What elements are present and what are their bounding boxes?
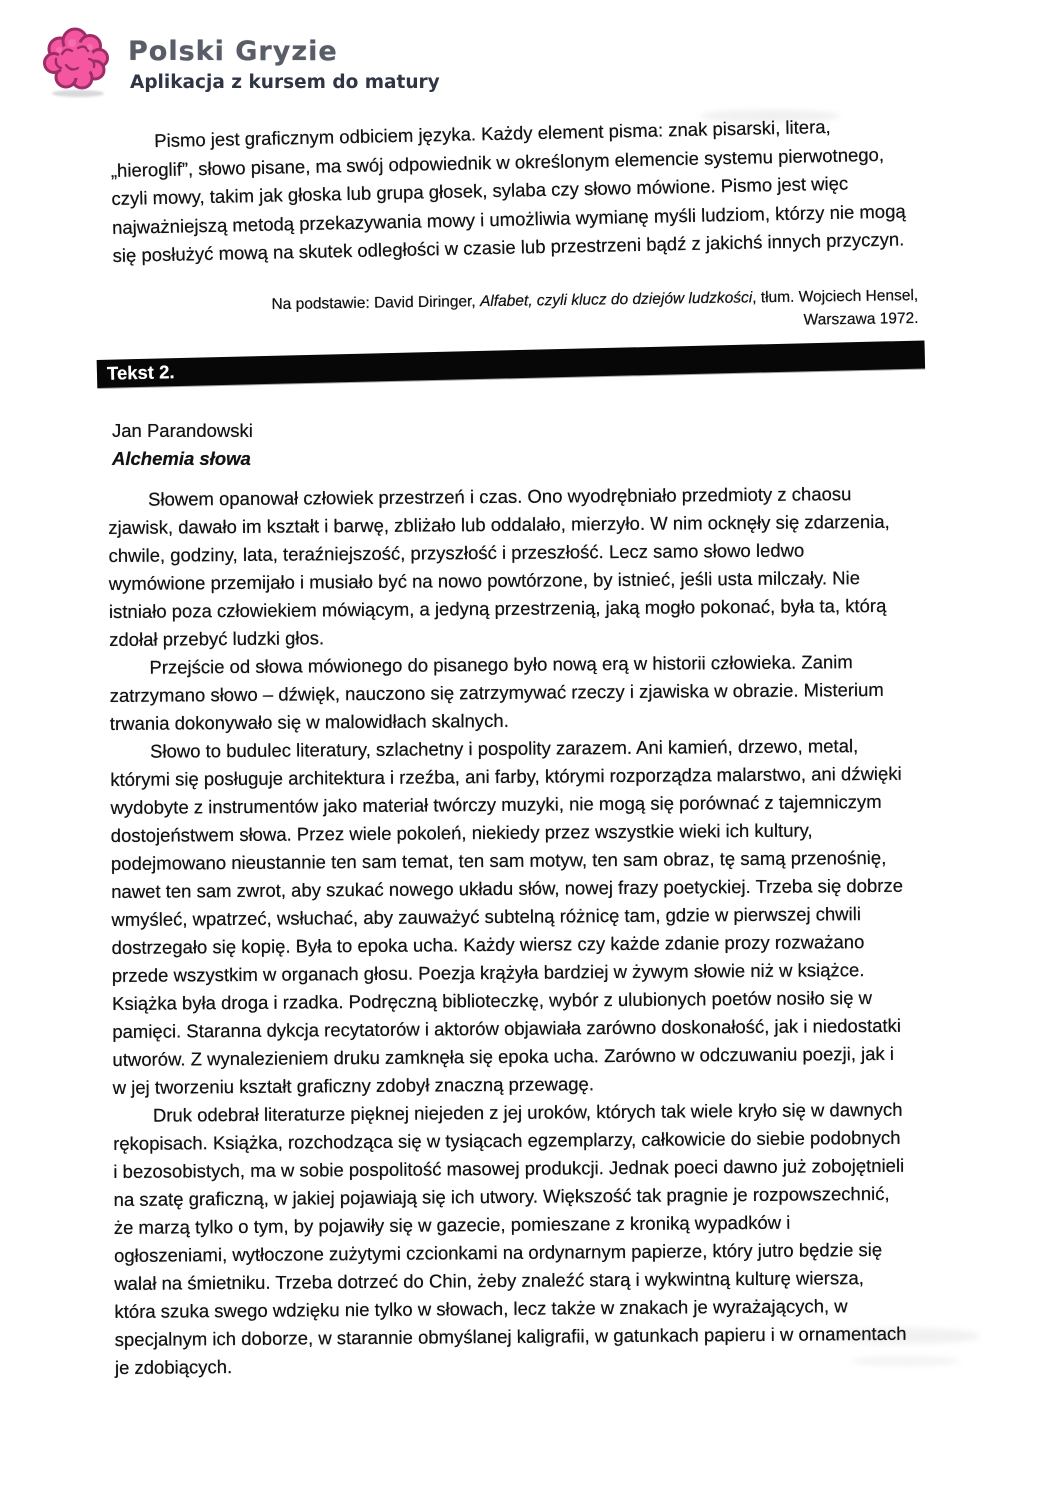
body-paragraph: Druk odebrał literaturze pięknej niejeden z jej uroków, których tak wiele kryło się w dawnych rękopisach. Książka, rozchodząca się w tysiącach egzemplarzy, całkowicie do siebie podobnych i bezosobistych, ma w sobie pospolitość masowej produkcji. Jednak poeci dawno już zobojętnieli na szatę graficzną, w jakiej pojawiają się ich utwory. Większość tak pragnie je rozpowszechnić, że marzą tylko o tym, by pojawiły się w gazecie, pomieszane z kroniką wypadków i ogłoszeniami, wytłoczone zużytymi czcionkami na ordynarnym papierze, który jutro będzie się walał na śmietniku. Trzeba dotrzeć do Chin, żeby znaleźć starą i wykwintną kulturę wiersza, która szuka swego wdzięku nie tylko w słowach, lecz także w znakach je wyrażających, w specjalnym ich doborze, w starannie obmyślanej kaligrafii, w gatunkach papieru i w ornamentach je zdobiących.: [113, 1098, 907, 1378]
section-label: Tekst 2.: [106, 361, 175, 384]
app-subtitle: Aplikacja z kursem do matury: [130, 72, 440, 93]
author-name: Jan Parandowski: [112, 420, 253, 441]
app-title: Polski Gryzie: [128, 36, 338, 67]
intro-paragraph: Pismo jest graficznym odbiciem języka. Każdy element pisma: znak pisarski, litera, „hieroglif”, słowo pisane, ma swój odpowiednik w określonym elemencie systemu pierwotnego, czyli mowy, takim jak głoska lub grupa głosek, sylaba czy słowo mówione. Pismo jest więc najważniejszą metodą przekazywania mowy i umożliwia wymianę myśli ludziom, którzy nie mogą się posłużyć mową na skutek odległości w czasie lub przestrzeni bądź z jakichś innych przyczyn.: [110, 115, 906, 266]
work-title: Alchemia słowa: [112, 448, 251, 469]
source-citation: [110, 284, 919, 341]
citation-suffix: , tłum. Wojciech Hensel,: [752, 286, 919, 307]
body-text: [108, 480, 907, 1382]
body-paragraph: Przejście od słowa mówionego do pisanego było nową erą w historii człowieka. Zanim zatrzymano słowo – dźwięk, nauczono się zatrzymywać rzeczy i zjawiska w obrazie. Misterium trwania dokonywało się w malowidłach skalnych.: [109, 651, 884, 734]
citation-line2: Warszawa 1972.: [803, 309, 919, 329]
body-paragraph: Słowo to budulec literatury, szlachetny i pospolity zarazem. Ani kamień, drzewo, metal, którymi się posługuje architektura i rzeźba, ani farby, którymi rozporządza malarstwo, ani dźwięki wydobyte z instrumentów jako materiał twórczy muzyki, nie mogą się porównać z tajemniczym dostojeństwem słowa. Przez wiele pokoleń, niekiedy przez wszystkie wieki ich kultury, podejmowano nieustannie ten sam temat, ten sam motyw, ten sam obraz, tę samą przenośnię, nawet ten sam zwrot, aby szukać nowego układu słów, nowej frazy poetyckiej. Trzeba się dobrze wmyśleć, wpatrzeć, wsłuchać, aby zauważyć subtelną różnicę tam, gdzie w pierwszej chwili dostrzegało się kopię. Była to epoka ucha. Każdy wiersz czy każde zdanie prozy rozważano przede wszystkim w organach głosu. Poezja krążyła bardziej w żywym słowie niż w książce. Książka była droga i rzadka. Podręczną biblioteczkę, wybór z ulubionych poetów nosiło się w pamięci. Staranna dykcja recytatorów i aktorów objawiała zarówno doskonałość, jak i niedostatki utworów. Z wynalezieniem druku zamknęła się epoka ucha. Zarówno w odczuwaniu poezji, jak i w jej tworzeniu kształt graficzny zdobył znaczną przewagę.: [110, 735, 904, 1098]
body-paragraph: Słowem opanował człowiek przestrzeń i czas. Ono wyodrębniało przedmioty z chaosu zjawisk, dawało im kształt i barwę, zbliżało lub oddalało, mierzyło. W nim ocknęły się zdarzenia, chwile, godziny, lata, teraźniejszość, przyszłość i przeszłość. Lecz samo słowo ledwo wymówione przemijało i musiało być na nowo powtórzone, by istnieć, jeśli usta milczały. Nie istniało poza człowiekiem mówiącym, a jedyną przestrzenią, jaką mogło pokonać, była ta, którą zdołał przebyć ludzki głos.: [108, 483, 890, 650]
citation-work-title: Alfabet, czyli klucz do dziejów ludzkości: [479, 289, 753, 311]
citation-prefix: Na podstawie: David Diringer,: [271, 293, 481, 314]
section-header-bar: [97, 340, 925, 387]
